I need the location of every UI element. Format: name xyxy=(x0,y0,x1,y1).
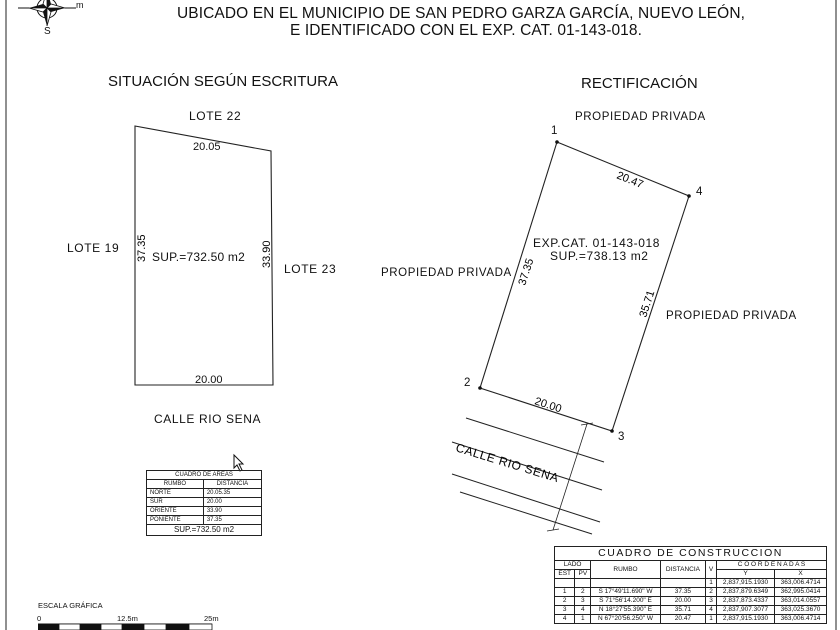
table-row xyxy=(147,498,262,507)
cons-cell-rumbo: N 18°27'55.390" E xyxy=(591,606,660,615)
rectification-section-title: RECTIFICACIÓN xyxy=(581,75,698,92)
cons-cell-est: 4 xyxy=(555,615,575,624)
table-row xyxy=(555,606,827,615)
areas-cell: SUR xyxy=(147,498,204,507)
rect-area-label: SUP.=738.13 m2 xyxy=(550,249,649,263)
deed-east-label: LOTE 23 xyxy=(284,262,337,276)
areas-cell: ORIENTE xyxy=(147,507,204,516)
deed-north-label: LOTE 22 xyxy=(189,109,242,123)
areas-cell: 20.00 xyxy=(203,498,261,507)
deed-west-label: LOTE 19 xyxy=(67,241,120,255)
deed-right-dim: 33.90 xyxy=(261,240,273,268)
cons-header-v: V xyxy=(706,561,717,579)
cons-cell-pv: 3 xyxy=(575,597,591,606)
table-row xyxy=(147,489,262,498)
cons-cell-y: 2,837,915.1930 xyxy=(716,615,774,624)
scale-tick-end: 25m xyxy=(204,614,219,623)
vertex-marker-2 xyxy=(478,386,482,390)
cons-header-est: EST xyxy=(555,570,575,579)
table-row xyxy=(555,597,827,606)
areas-cell: PONIENTE xyxy=(147,516,204,525)
cons-cell-v: 1 xyxy=(706,579,717,588)
cons-header-y: Y xyxy=(716,570,774,579)
areas-cell: NORTE xyxy=(147,489,204,498)
construction-table xyxy=(554,546,827,624)
cons-cell-x: 362,995.0414 xyxy=(775,588,827,597)
rect-exp-label: EXP.CAT. 01-143-018 xyxy=(533,236,661,250)
cons-cell-rumbo: N 67°20'56.250" W xyxy=(591,615,660,624)
cons-cell-v: 2 xyxy=(706,588,717,597)
cons-cell-pv: 1 xyxy=(575,615,591,624)
rect-north-label: PROPIEDAD PRIVADA xyxy=(575,111,706,123)
cons-cell-est: 1 xyxy=(555,588,575,597)
cons-cell-dist: 20.00 xyxy=(660,597,705,606)
cons-cell-dist: 20.47 xyxy=(660,615,705,624)
areas-cell: 20.05.35 xyxy=(203,489,261,498)
table-row xyxy=(147,516,262,525)
cons-cell-x: 363,025.3670 xyxy=(775,606,827,615)
table-row xyxy=(147,507,262,516)
deed-bottom-dim: 20.00 xyxy=(195,374,223,386)
cons-cell-rumbo: S 17°49'11.690" W xyxy=(591,588,660,597)
cons-header-rumbo: RUMBO xyxy=(591,561,660,579)
cons-cell-dist: 35.71 xyxy=(660,606,705,615)
cons-cell-x: 363,006.4714 xyxy=(775,579,827,588)
vertex-marker-1 xyxy=(555,140,559,144)
cons-header-lado: LADO xyxy=(555,561,591,570)
rect-bottom-dim: 20.00 xyxy=(533,395,563,416)
cons-header-coords: C O O R D E N A D A S xyxy=(716,561,826,570)
street-name-label: CALLE RIO SENA xyxy=(454,440,561,486)
header-line-2: E IDENTIFICADO CON EL EXP. CAT. 01-143-018. xyxy=(290,22,643,39)
scale-tick-mid: 12.5m xyxy=(117,614,138,623)
compass-south-label: S xyxy=(44,26,51,37)
areas-table-title: CUADRO DE AREAS xyxy=(147,471,262,480)
cons-cell-dist: 37.35 xyxy=(660,588,705,597)
cons-cell-est: 3 xyxy=(555,606,575,615)
cons-cell-y: 2,837,879.6349 xyxy=(716,588,774,597)
vertex-label-1: 1 xyxy=(551,125,558,137)
cons-header-distancia: DISTANCIA xyxy=(660,561,705,579)
deed-top-dim: 20.05 xyxy=(193,141,221,153)
deed-section-title: SITUACIÓN SEGÚN ESCRITURA xyxy=(108,73,339,90)
cons-cell-v: 4 xyxy=(706,606,717,615)
scale-tick-0: 0 xyxy=(37,614,42,623)
table-row xyxy=(555,615,827,624)
cons-cell-x: 363,014.0557 xyxy=(775,597,827,606)
rect-west-label: PROPIEDAD PRIVADA xyxy=(381,267,512,279)
mouse-cursor-icon xyxy=(234,455,243,471)
cons-cell-y: 2,837,907.3077 xyxy=(716,606,774,615)
rect-left-dim: 37.35 xyxy=(516,257,537,287)
deed-south-label: CALLE RIO SENA xyxy=(154,412,262,426)
cons-cell-v: 3 xyxy=(706,597,717,606)
cons-cell-est: 2 xyxy=(555,597,575,606)
compass-rose-icon xyxy=(18,0,76,26)
graphic-scale-bar xyxy=(38,624,212,630)
header-line-1: UBICADO EN EL MUNICIPIO DE SAN PEDRO GARZA GARCÍA, NUEVO LEÓN, xyxy=(177,5,746,22)
cons-cell-rumbo: S 71°56'14.200" E xyxy=(591,597,660,606)
cons-cell-y: 2,837,915.1930 xyxy=(716,579,774,588)
cons-cell-pv: 2 xyxy=(575,588,591,597)
areas-cell: 37.35 xyxy=(203,516,261,525)
table-row xyxy=(555,588,827,597)
areas-cell: 33.90 xyxy=(203,507,261,516)
deed-area-label: SUP.=732.50 m2 xyxy=(152,250,245,264)
lot-outline-rectified xyxy=(480,142,689,431)
cons-cell-x: 363,006.4714 xyxy=(775,615,827,624)
compass-scale-mark: m xyxy=(76,0,84,10)
rect-right-dim: 35.71 xyxy=(637,289,658,319)
scale-title: ESCALA GRÁFICA xyxy=(38,601,103,610)
vertex-marker-3 xyxy=(610,429,614,433)
vertex-marker-4 xyxy=(687,194,691,198)
cons-cell-v: 1 xyxy=(706,615,717,624)
areas-total: SUP.=732.50 m2 xyxy=(147,525,262,536)
vertex-label-2: 2 xyxy=(464,377,471,389)
areas-header-rumbo: RUMBO xyxy=(147,480,204,489)
cons-cell-y: 2,837,873.4337 xyxy=(716,597,774,606)
rect-east-label: PROPIEDAD PRIVADA xyxy=(666,310,797,322)
cons-cell-pv: 4 xyxy=(575,606,591,615)
areas-header-distancia: DISTANCIA xyxy=(203,480,261,489)
cons-header-x: X xyxy=(775,570,827,579)
areas-table xyxy=(146,470,262,536)
deed-left-dim: 37.35 xyxy=(136,234,148,262)
vertex-label-3: 3 xyxy=(618,431,625,443)
rect-top-dim: 20.47 xyxy=(614,169,645,192)
vertex-label-4: 4 xyxy=(696,186,703,198)
cons-header-pv: PV xyxy=(575,570,591,579)
construction-table-title: CUADRO DE CONSTRUCCION xyxy=(555,547,827,561)
table-row xyxy=(555,579,827,588)
